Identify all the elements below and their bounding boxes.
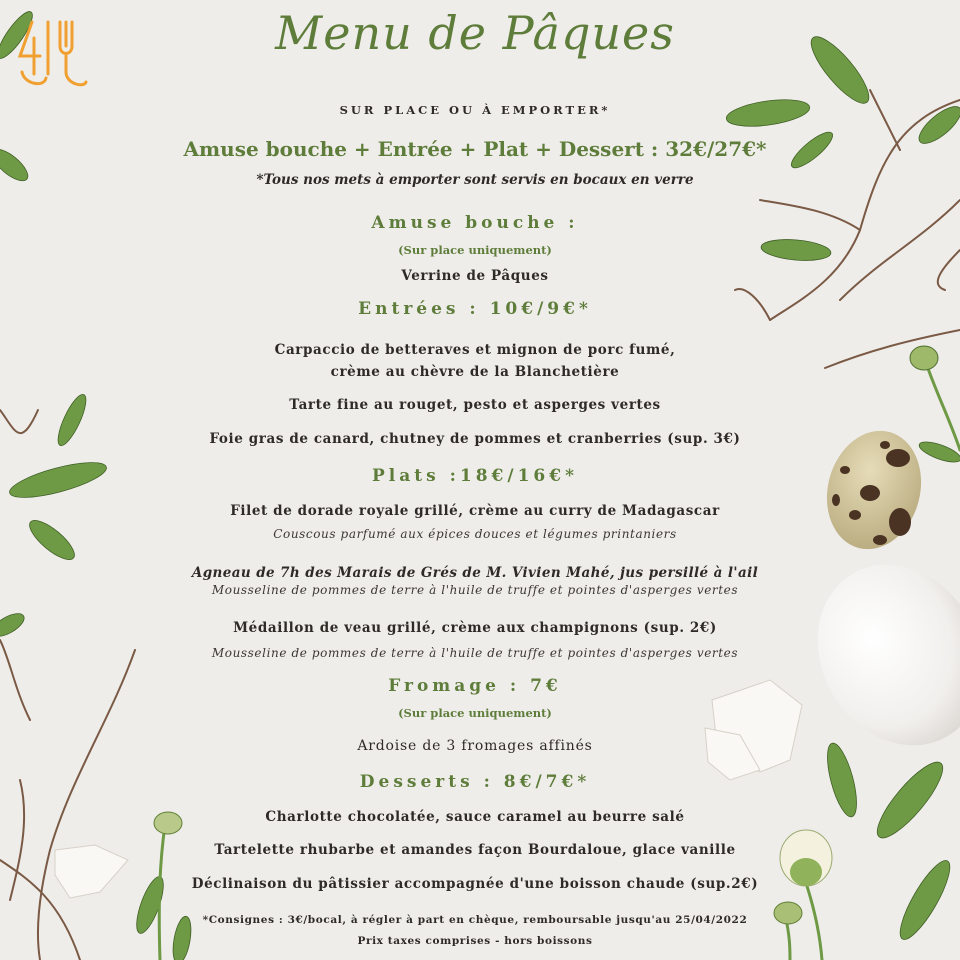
formula-price: Amuse bouche + Entrée + Plat + Dessert : 32€/27€* bbox=[183, 137, 767, 161]
section-heading-plats: Plats :18€/16€* bbox=[372, 466, 578, 486]
section-heading-fromage: Fromage : 7€ bbox=[388, 676, 562, 696]
entree-item: crème au chèvre de la Blanchetière bbox=[330, 364, 620, 380]
section-heading-entrees: Entrées : 10€/9€* bbox=[358, 299, 592, 319]
takeaway-note: *Tous nos mets à emporter sont servis en bocaux en verre bbox=[256, 172, 694, 188]
amuse-item: Verrine de Pâques bbox=[401, 268, 549, 284]
section-heading-amuse: Amuse bouche : bbox=[371, 213, 579, 233]
quail-egg bbox=[814, 420, 934, 560]
plat-side: Mousseline de pommes de terre à l'huile de truffe et pointes d'asperges vertes bbox=[211, 583, 739, 597]
dessert-item: Charlotte chocolatée, sauce caramel au beurre salé bbox=[265, 809, 685, 825]
entree-item: Tarte fine au rouget, pesto et asperges vertes bbox=[289, 397, 661, 413]
menu-title: Menu de Pâques bbox=[275, 6, 675, 60]
fromage-note: (Sur place uniquement) bbox=[398, 706, 552, 720]
deposit-note: *Consignes : 3€/bocal, à régler à part en chèque, remboursable jusqu'au 25/04/2022 bbox=[202, 914, 748, 926]
taxes-note: Prix taxes comprises - hors boissons bbox=[357, 935, 593, 947]
white-egg bbox=[785, 535, 960, 776]
dessert-item: Déclinaison du pâtissier accompagnée d'une boisson chaude (sup.2€) bbox=[191, 876, 759, 892]
menu-subtitle: SUR PLACE OU À EMPORTER* bbox=[339, 103, 611, 117]
plat-item: Agneau de 7h des Marais de Grés de M. Vivien Mahé, jus persillé à l'ail bbox=[191, 565, 759, 581]
plat-side: Couscous parfumé aux épices douces et légumes printaniers bbox=[273, 527, 677, 541]
amuse-note: (Sur place uniquement) bbox=[398, 243, 552, 257]
restaurant-logo bbox=[14, 12, 88, 94]
plat-item: Filet de dorade royale grillé, crème au curry de Madagascar bbox=[230, 503, 720, 519]
fromage-item: Ardoise de 3 fromages affinés bbox=[357, 738, 593, 754]
section-heading-desserts: Desserts : 8€/7€* bbox=[359, 772, 591, 792]
plat-item: Médaillon de veau grillé, crème aux champignons (sup. 2€) bbox=[233, 620, 717, 636]
entree-item: Foie gras de canard, chutney de pommes et cranberries (sup. 3€) bbox=[209, 431, 741, 447]
dessert-item: Tartelette rhubarbe et amandes façon Bourdaloue, glace vanille bbox=[214, 842, 736, 858]
entree-item: Carpaccio de betteraves et mignon de porc fumé, bbox=[274, 342, 676, 358]
plat-side: Mousseline de pommes de terre à l'huile de truffe et pointes d'asperges vertes bbox=[211, 646, 739, 660]
